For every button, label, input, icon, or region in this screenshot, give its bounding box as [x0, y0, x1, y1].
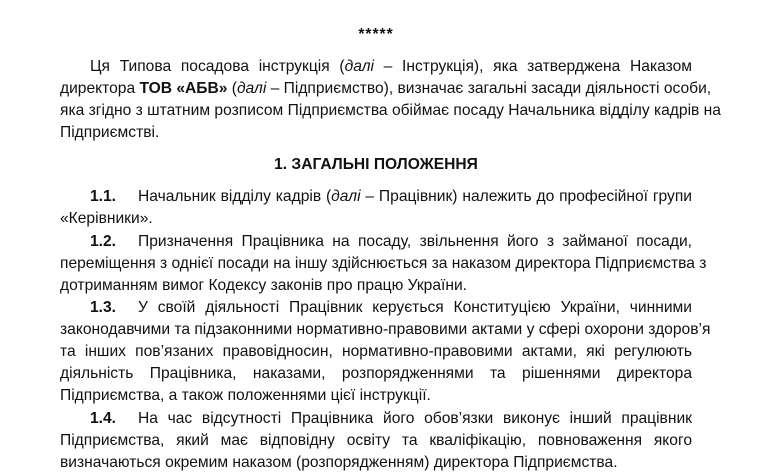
- stars-divider: *****: [358, 26, 394, 43]
- item-1-4-line-3: визначаються окремим наказом (розпорядженням) директора Підприємства.: [60, 454, 618, 471]
- item-number: 1.1.: [90, 188, 117, 205]
- item-1-3-line-3: та інших пов’язаних правовідносин, нормативно-правовими актами, які регулюють: [60, 343, 692, 360]
- item-1-1-line-1: 1.1. Начальник відділу кадрів (далі – Працівник) належить до професійної групи: [60, 186, 692, 208]
- item-1-4-line-1: 1.4. На час відсутності Працівника його обов’язки виконує інший працівник: [60, 408, 692, 430]
- item-1-3-line-2: законодавчими та підзаконними нормативно-правовими актами у сфері охорони здоров’я: [60, 321, 711, 338]
- intro-line-4: Підприємстві.: [60, 124, 160, 141]
- item-1-4-line-2: Підприємства, який має відповідну освіту та кваліфікацію, повноваження якого: [60, 432, 692, 449]
- item-1-3-line-1: 1.3. У своїй діяльності Працівник керується Конституцією України, чинними: [60, 297, 692, 319]
- item-number: 1.3.: [90, 299, 117, 316]
- intro-line-1: Ця Типова посадова інструкція (далі – Інструкція), яка затверджена Наказом: [90, 58, 693, 75]
- intro-line-3: яка згідно з штатним розписом Підприємства обіймає посаду Начальника відділу кадрів на: [60, 102, 721, 119]
- section-title: 1. ЗАГАЛЬНІ ПОЛОЖЕННЯ: [274, 156, 478, 173]
- item-1-3-line-4: діяльність Працівника, наказами, розпорядженнями та рішеннями директора: [60, 365, 692, 382]
- item-1-2-line-1: 1.2. Призначення Працівника на посаду, звільнення його з займаної посади,: [60, 231, 692, 253]
- item-1-1-line-2: «Керівники».: [60, 210, 153, 227]
- item-1-3-line-5: Підприємства, а також положеннями цієї інструкції.: [60, 387, 431, 404]
- item-1-2-line-3: дотриманням вимог Кодексу законів про працю України.: [60, 277, 467, 294]
- company-name: ТОВ «АБВ»: [139, 80, 228, 97]
- item-number: 1.2.: [90, 233, 117, 250]
- intro-line-2: директора ТОВ «АБВ» (далі – Підприємство), визначає загальні засади діяльності особи,: [60, 80, 712, 97]
- item-1-2-line-2: переміщення з однієї посади на іншу здійснюється за наказом директора Підприємства з: [60, 255, 707, 272]
- item-number: 1.4.: [90, 410, 117, 427]
